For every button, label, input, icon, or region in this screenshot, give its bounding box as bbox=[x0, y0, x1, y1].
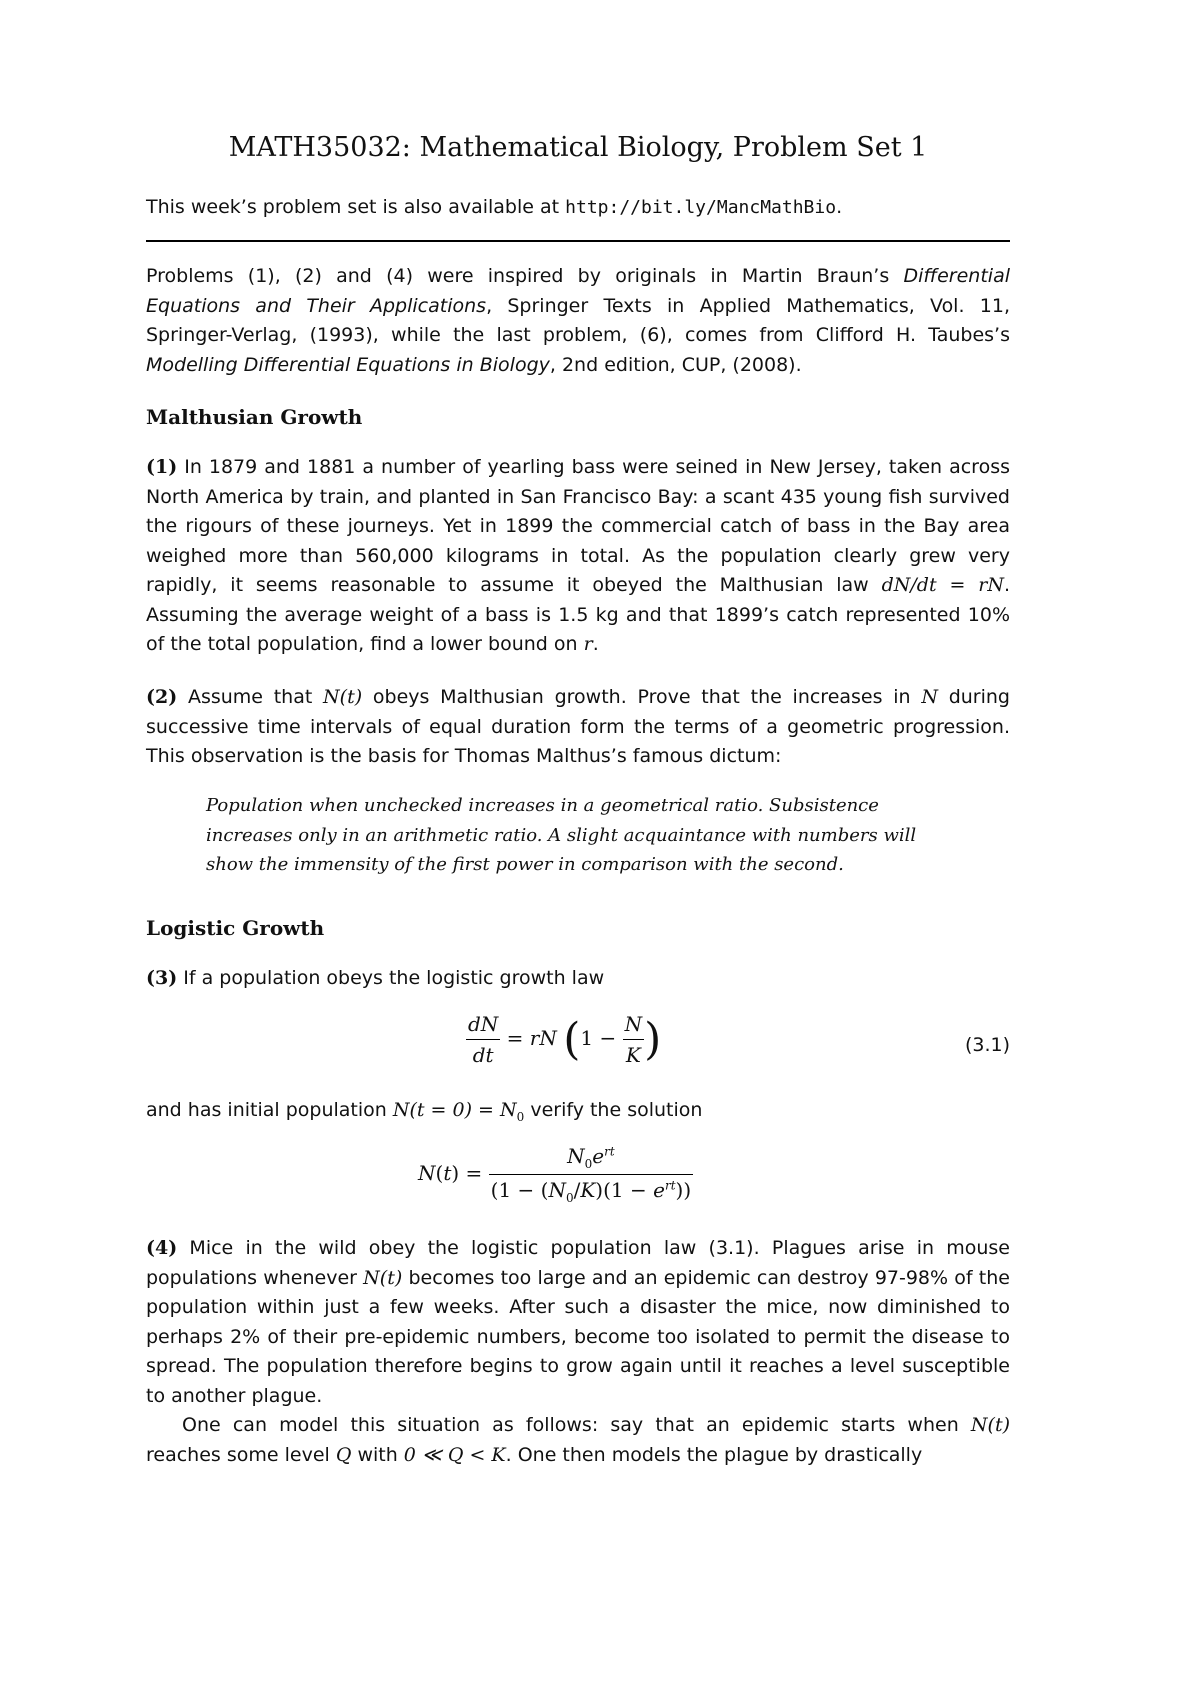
problem-3-initial-condition: N(t = 0) = N bbox=[392, 1099, 517, 1121]
problem-4-number: (4) bbox=[146, 1237, 178, 1259]
problem-4-para2-inequality: 0 ≪ Q < K bbox=[403, 1443, 506, 1466]
problem-4-para2-text-4: . One then models the plague by drastically bbox=[505, 1443, 923, 1466]
intro-text-2: , Springer Texts in Applied Mathematics, Vol. 11, Springer-Verlag, (1993), while the last problem, (6), comes from Clifford H. Taubes’s bbox=[146, 294, 1010, 346]
problem-1-text-3: . bbox=[592, 633, 599, 655]
page-title: MATH35032: Mathematical Biology, Problem Set 1 bbox=[228, 132, 928, 163]
logistic-equation: $\frac{dN}{dt}$ = rN (1 − $\frac{N}{K}$ ) bbox=[468, 1012, 662, 1067]
problem-1-r: r bbox=[583, 633, 593, 655]
horizontal-rule bbox=[146, 240, 1010, 242]
problem-2-nt: N(t) bbox=[323, 686, 363, 708]
intro-book-2: Modelling Differential Equations in Biology bbox=[146, 353, 550, 376]
intro-text-1: Problems (1), (2) and (4) were inspired by originals in Martin Braun’s bbox=[146, 265, 904, 287]
section-heading-malthusian: Malthusian Growth bbox=[146, 405, 363, 429]
equation-label: (3.1) bbox=[964, 1034, 1010, 1056]
problem-3-number: (3) bbox=[146, 967, 178, 989]
intro-paragraph bbox=[146, 262, 1010, 380]
problem-2-number: (2) bbox=[146, 686, 178, 708]
problem-2 bbox=[146, 683, 1010, 772]
problem-3-text-1: If a population obeys the logistic growth law bbox=[177, 967, 605, 989]
problem-4-text-1: Mice in the wild obey the logistic population law (3.1). Plagues arise in mouse populations whenever bbox=[146, 1237, 1010, 1289]
equation-3-1 bbox=[146, 1012, 1010, 1082]
problem-2-n: N bbox=[921, 686, 938, 708]
problem-4-text-2: becomes too large and an epidemic can destroy 97-98% of the population within just a few weeks. After such a disaster the mice, now diminished to perhaps 2% of their pre-epidemic numbers, become too isolated to permit the disease to spread. The population therefore begins to grow again until it reaches a level susceptible to another plague. bbox=[146, 1266, 1010, 1407]
problem-3-initial-subscript: 0 bbox=[516, 1109, 525, 1124]
problem-3-intro bbox=[146, 964, 1010, 994]
problem-1-text-1: In 1879 and 1881 a number of yearling bass were seined in New Jersey, taken across North America by train, and planted in San Francisco Bay: a scant 435 young fish survived the rigours of these journeys. Yet in 1899 the commercial catch of bass in the Bay area weighed more than 560,000 kilograms in total. As the population clearly grew very rapidly, it seems reasonable to assume it obeyed the Malthusian law bbox=[146, 456, 1010, 596]
problem-2-text-2: obeys Malthusian growth. Prove that the increases in bbox=[362, 686, 922, 708]
intro-book-1: Differential Equations and Their Applications bbox=[146, 265, 1010, 317]
problem-2-text-1: Assume that bbox=[177, 686, 324, 708]
problem-1 bbox=[146, 453, 1010, 660]
availability-suffix: . bbox=[836, 196, 843, 218]
problem-4-para2-nt: N(t) bbox=[970, 1414, 1010, 1436]
problem-4-para2-text-2: reaches some level bbox=[146, 1443, 336, 1466]
problem-4-para2-q: Q bbox=[335, 1443, 352, 1466]
problem-1-text-2: . Assuming the average weight of a bass is 1.5 kg and that 1899’s catch represented 10% of the total population, find a lower bound on bbox=[146, 574, 1010, 655]
problem-3-initial bbox=[146, 1096, 1010, 1132]
problem-4-para2-text-3: with bbox=[351, 1443, 404, 1466]
problem-1-number: (1) bbox=[146, 456, 178, 478]
availability-prefix: This week’s problem set is also available at bbox=[146, 196, 566, 218]
problem-1-law: dN/dt = rN bbox=[881, 574, 1004, 596]
malthus-quote: Population when unchecked increases in a geometrical ratio. Subsistence increases only in an arithmetic ratio. A slight acquaintance with numbers will show the immensity of the first power in comparison with the second. bbox=[206, 795, 917, 875]
problem-4-continued bbox=[146, 1411, 1010, 1470]
problem-4-nt: N(t) bbox=[363, 1266, 403, 1289]
availability-line bbox=[146, 194, 842, 221]
intro-text-3: , 2nd edition, CUP, (2008). bbox=[549, 353, 802, 376]
problem-4-para2-text-1: One can model this situation as follows: say that an epidemic starts when bbox=[182, 1414, 971, 1436]
availability-url[interactable]: http://bit.ly/MancMathBio bbox=[565, 197, 837, 218]
problem-4 bbox=[146, 1234, 1010, 1411]
problem-3-text-3: verify the solution bbox=[524, 1099, 703, 1121]
section-heading-logistic: Logistic Growth bbox=[146, 916, 325, 940]
solution-equation: N(t) = $\frac{N_0e^{rt}}{(1 - (N_0/K)(1 - e^{rt}))}$ bbox=[418, 1144, 692, 1205]
problem-2-text-3: during successive time intervals of equal duration form the terms of a geometric progression. This observation is the basis for Thomas Malthus’s famous dictum: bbox=[146, 686, 1010, 767]
problem-3-text-2: and has initial population bbox=[146, 1099, 393, 1121]
